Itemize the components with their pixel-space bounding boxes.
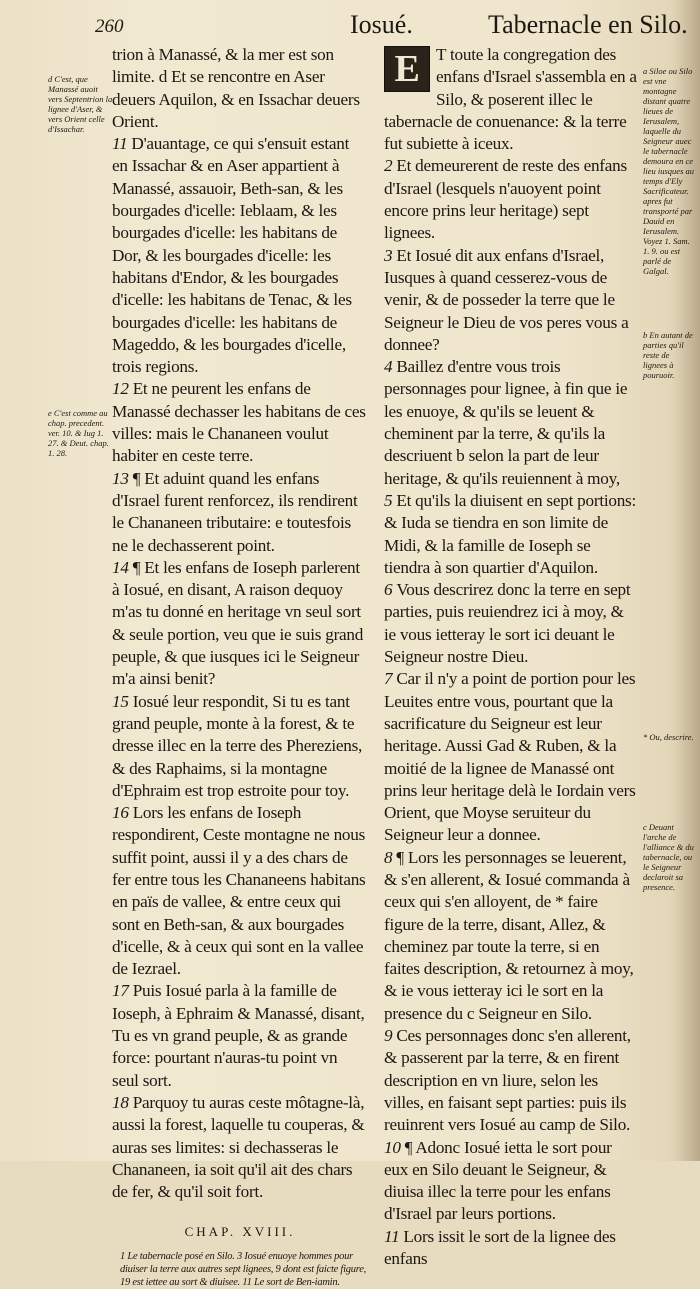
verse-number: 11 xyxy=(384,1226,400,1246)
verse xyxy=(112,1092,368,1203)
verse-text: Et Iosué dit aux enfans d'Israel, Iusques à quand cesserez-vous de venir, & de posseder la terre que le Seigneur le Dieu de vos peres vous a donnee? xyxy=(384,245,629,354)
verse-number: 17 xyxy=(112,981,129,1001)
chapter-heading: CHAP. XVIII. xyxy=(184,1224,296,1240)
verse-number: 6 xyxy=(384,580,393,600)
verse xyxy=(384,356,638,490)
running-title: Tabernacle en Silo. xyxy=(488,10,688,39)
verse xyxy=(384,668,638,846)
verse-text: Baillez d'entre vous trois personnages pour lignee, à fin que ie les enuoye, & qu'ils se leuent & cheminent par la terre, & qu'ils la descriuent b selon la part de leur heritage, & qu'ils reuiennent à moy, xyxy=(384,357,628,488)
drop-cap-ornament xyxy=(384,46,430,92)
verse xyxy=(384,155,638,244)
verse-number: 12 xyxy=(112,379,129,399)
verse-text: Ces personnages donc s'en allerent, & passerent par la terre, & en firent description en vn liure, selon les villes, en faisant sept parties: puis ils reuinrent vers Iosué au camp de Silo. xyxy=(384,1026,631,1135)
verse-number: 13 xyxy=(112,468,129,488)
verse-number: 18 xyxy=(112,1092,129,1112)
verse-number: 11 xyxy=(112,134,128,154)
verse-number: 7 xyxy=(384,669,393,689)
running-header xyxy=(0,6,700,40)
verse-number: 10 xyxy=(384,1137,401,1157)
verse-number: 16 xyxy=(112,803,129,823)
verse-text: Et qu'ils la diuisent en sept portions: & Iuda se tiendra en son limite de Midi, & la famille de Ioseph se tiendra à son quartier d'Aquilon. xyxy=(384,490,637,577)
chapter-opening xyxy=(384,44,638,155)
verse-text: Puis Iosué parla à la famille de Ioseph, à Ephraim & Manassé, disant, Tu es vn grand peuple, & as grande force: pourtant n'auras-tu point vn seul sort. xyxy=(112,981,365,1090)
verse xyxy=(384,245,638,356)
verse-number: 4 xyxy=(384,357,393,377)
verse-text: trion à Manassé, & la mer est son limite. d Et se rencontre en Aser deuers Aquilon, & en Issachar deuers Orient. xyxy=(112,45,360,131)
verse-text: ¶ Et les enfans de Ioseph parlerent à Iosué, en disant, A raison dequoy m'as tu donné en heritage vn seul sort & seule portion, veu que ie suis grand peuple, & que iusques ici le Seigneur m'a ainsi benit? xyxy=(112,557,364,689)
verse-text: ¶ Lors les personnages se leuerent, & s'en allerent, & Iosué commanda à ceux qui s'en alloyent, de * faire figure de la terre, disant, Allez, & cheminez par toute la terre, si en faites description, & retournez à moy, & ie vous ietteray ici le sort en la presence du c Seigneur en Silo. xyxy=(384,847,634,1023)
verse-text: D'auantage, ce qui s'ensuit estant en Issachar & en Aser appartient à Manassé, assauoir, Beth-san, & les bourgades d'icelle: Ieblaam, & les bourgades d'icelle: les habitans de Dor, & les bourgades d'icelle: les habitans d'Endor, & les bourgades d'icelle: les habitans de Tenac, & les bourgades d'icelle: les habitans de Mageddo, & les bourgades d'icelle, trois regions. xyxy=(112,134,352,377)
verse-number: 5 xyxy=(384,490,393,510)
verse xyxy=(384,579,638,668)
verse-number: 15 xyxy=(112,691,129,711)
verse-text: T toute la congregation des enfans d'Israel s'assembla en a Silo, & poserent illec le tabernacle de conuenance: & la terre fut subiette à iceux. xyxy=(384,45,637,154)
margin-note: b En autant de parties qu'il reste de lignees à pouruoir. xyxy=(643,330,693,380)
verse xyxy=(112,133,368,378)
verse-text: Lors les enfans de Ioseph respondirent, Ceste montagne ne nous suffit point, aussi il y a des chars de fer entre tous les Chananeens habitans en païs de vallee, & entre ceux qui sont en Beth-san, & aux bourgades d'icelle, & à ceux qui sont en la vallee de Iezrael. xyxy=(112,803,366,979)
page-number: 260 xyxy=(95,16,124,37)
verse xyxy=(112,980,368,1091)
verse xyxy=(384,847,638,1025)
verse xyxy=(384,1226,638,1271)
verse xyxy=(112,802,368,980)
verse xyxy=(384,490,638,579)
verse xyxy=(112,44,368,133)
verse xyxy=(384,1137,638,1226)
verse-text: ¶ Adonc Iosué ietta le sort pour eux en Silo deuant le Seigneur, & diuisa illec la terre pour les enfans d'Israel par leurs portions. xyxy=(384,1137,612,1224)
verse-number: 8 xyxy=(384,847,393,867)
verse-text: Et demeurerent de reste des enfans d'Israel (lesquels n'auoyent point encore prins leur heritage) sept lignees. xyxy=(384,156,627,243)
margin-note: c Deuant l'arche de l'alliance & du tabernacle, ou le Seigneur declaroit sa presence. xyxy=(643,822,694,892)
verse-number: 3 xyxy=(384,245,393,265)
verse-number: 14 xyxy=(112,557,129,577)
book-name: Iosué. xyxy=(350,10,413,39)
verse-text: Vous descrirez donc la terre en sept parties, puis reuiendrez ici à moy, & ie vous ietteray le sort ici deuant le Seigneur nostre Dieu. xyxy=(384,580,631,667)
verse-text: Car il n'y a point de portion pour les Leuites entre vous, pourtant que la sacrificature du Seigneur est leur heritage. Aussi Gad & Ruben, & la moitié de la lignee de Manassé ont prins leur heritage delà le Iordain vers Orient, que Moyse seruiteur du Seigneur leur a donnee. xyxy=(384,669,636,845)
verse-text: Lors issit le sort de la lignee des enfans xyxy=(384,1226,616,1269)
verse-text: Iosué leur respondit, Si tu es tant grand peuple, monte à la forest, & te dresse illec en la terre des Phereziens, & des Raphaims, si la montagne d'Ephraim est trop estroite pour toy. xyxy=(112,691,363,800)
left-text-column xyxy=(112,44,368,1289)
verse xyxy=(384,1025,638,1136)
verse xyxy=(112,468,368,557)
verse-number: 9 xyxy=(384,1026,393,1046)
margin-note: e C'est comme au chap. precedent. ver. 10. & Iug 1. 27. & Deut. chap. 1. 28. xyxy=(48,408,109,458)
verse xyxy=(112,691,368,802)
verse-text: Parquoy tu auras ceste môtagne-là, aussi la forest, laquelle tu couperas, & auras ses limites: si dechasseras le Chananeen, ia soit qu'il ait des chars de fer, & qu'il soit fort. xyxy=(112,1092,365,1202)
verse xyxy=(112,557,368,691)
verse xyxy=(112,378,368,467)
right-text-column xyxy=(384,44,638,1270)
verse-text: ¶ Et aduint quand les enfans d'Israel furent renforcez, ils rendirent le Chananeen tributaire: e toutesfois ne le dechasserent point. xyxy=(112,468,358,555)
margin-note: * Ou, descrire. xyxy=(643,732,694,742)
chapter-summary: 1 Le tabernacle posé en Silo. 3 Iosué enuoye hommes pour diuiser la terre aux autres sept lignees, 9 dont est faicte figure, 19 est iettee au sort & diuisee. 11 Le sort de Ben-iamin. xyxy=(120,1250,367,1288)
margin-note: a Siloe ou Silo est vne montagne distant quatre lieues de Ierusalem, laquelle du Seigneur auec le tabernacle demoura en ce lieu iusques au temps d'Ely Sacrificateur. apres fut transporté par Dauid en Ierusalem. Voyez 1. Sam. 1. 9. ou est parlé de Galgal. xyxy=(643,66,694,276)
drop-cap-letter: E xyxy=(394,48,420,90)
margin-note: d C'est, que Manassé auoit vers Septentrion la lignee d'Aser, & vers Orient celle d'Issachar. xyxy=(48,74,113,134)
verse-text: Et ne peurent les enfans de Manassé dechasser les habitans de ces villes: mais le Chananeen voulut habiter en ceste terre. xyxy=(112,379,366,466)
verse-number: 2 xyxy=(384,156,393,176)
